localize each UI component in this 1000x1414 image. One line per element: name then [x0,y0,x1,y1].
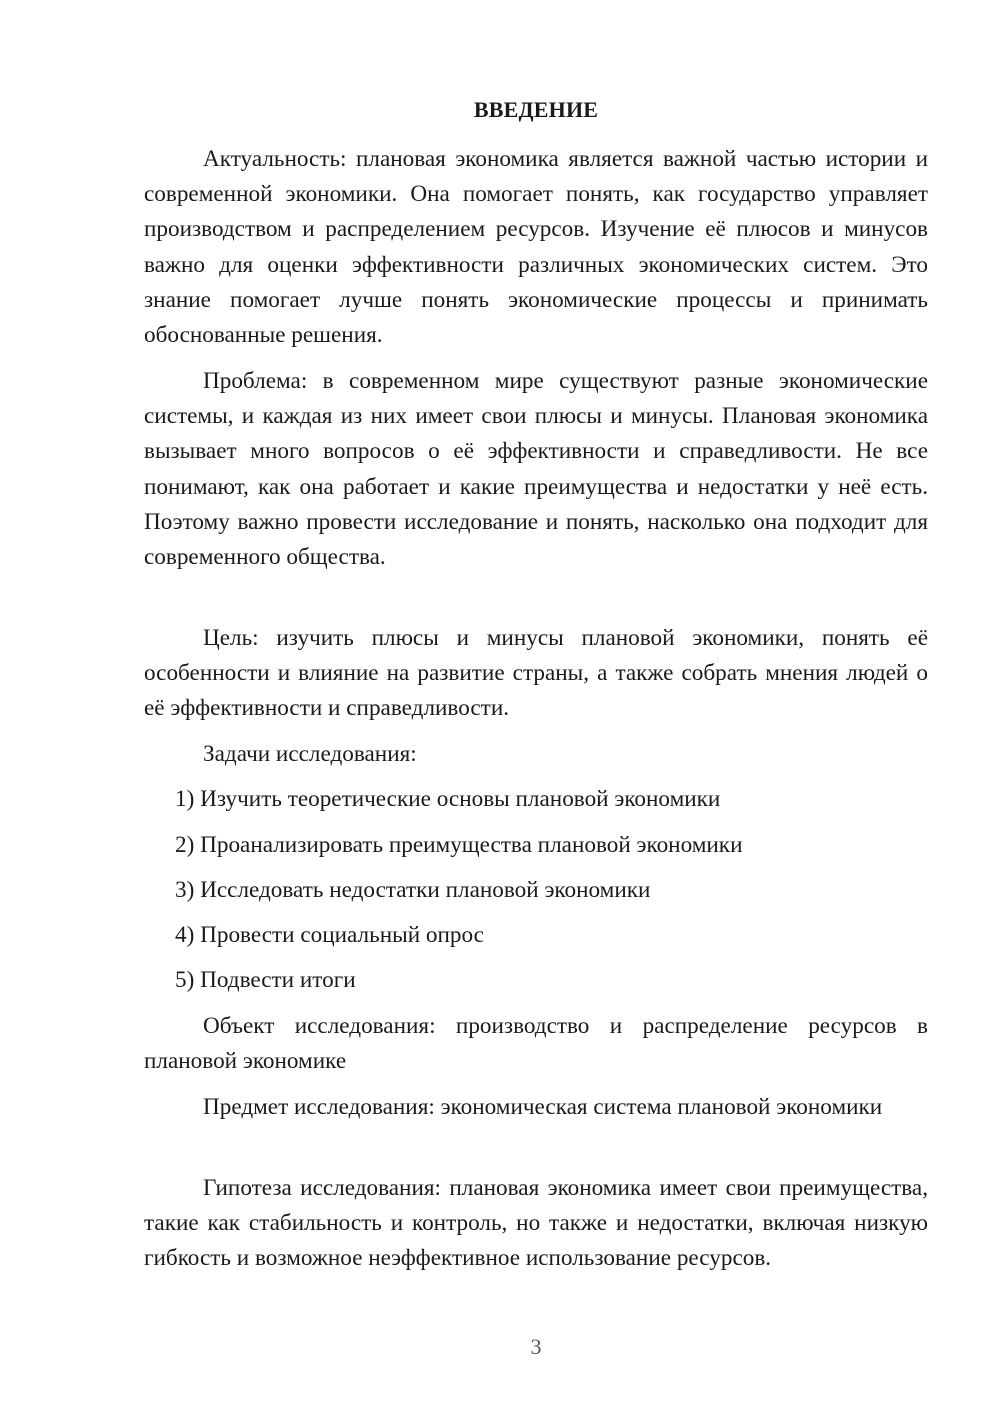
page-number: 3 [530,1334,542,1359]
paragraph-object: Объект исследования: производство и распределение ресурсов в плановой экономике [144,1013,928,1075]
paragraph-problem: Проблема: в современном мире существуют разные экономические системы, и каждая из них имеет свои плюсы и минусы. Плановая экономика вызывает много вопросов о её эффективности и справедливости. Не все понимают, как она работает и какие преимущества и недостатки у неё есть. Поэтому важно провести исследование и понять, насколько она подходит для современного общества. [144,368,928,571]
task-item-5: 5) Подвести итоги [175,967,356,993]
task-item-2: 2) Проанализировать преимущества плановой экономики [175,832,743,858]
page-title: ВВЕДЕНИЕ [473,97,599,122]
paragraph-relevance: Актуальность: плановая экономика является важной частью истории и современной экономики. Она помогает понять, как государство управляет производством и распределением ресурсов. Изучение её плюсов и минусов важно для оценки эффективности различных экономических систем. Это знание помогает лучше понять экономические процессы и принимать обоснованные решения. [144,146,928,349]
paragraph-hypothesis: Гипотеза исследования: плановая экономика имеет свои преимущества, такие как стабильность и контроль, но также и недостатки, включая низкую гибкость и возможное неэффективное использование ресурсов. [144,1175,928,1272]
task-item-4: 4) Провести социальный опрос [175,922,484,948]
task-item-1: 1) Изучить теоретические основы плановой экономики [175,786,721,812]
paragraph-subject: Предмет исследования: экономическая система плановой экономики [203,1094,883,1120]
paragraph-goal: Цель: изучить плюсы и минусы плановой экономики, понять её особенности и влияние на развитие страны, а также собрать мнения людей о её эффективности и справедливости. [144,625,928,722]
tasks-heading: Задачи исследования: [203,741,417,767]
task-item-3: 3) Исследовать недостатки плановой экономики [175,877,651,903]
